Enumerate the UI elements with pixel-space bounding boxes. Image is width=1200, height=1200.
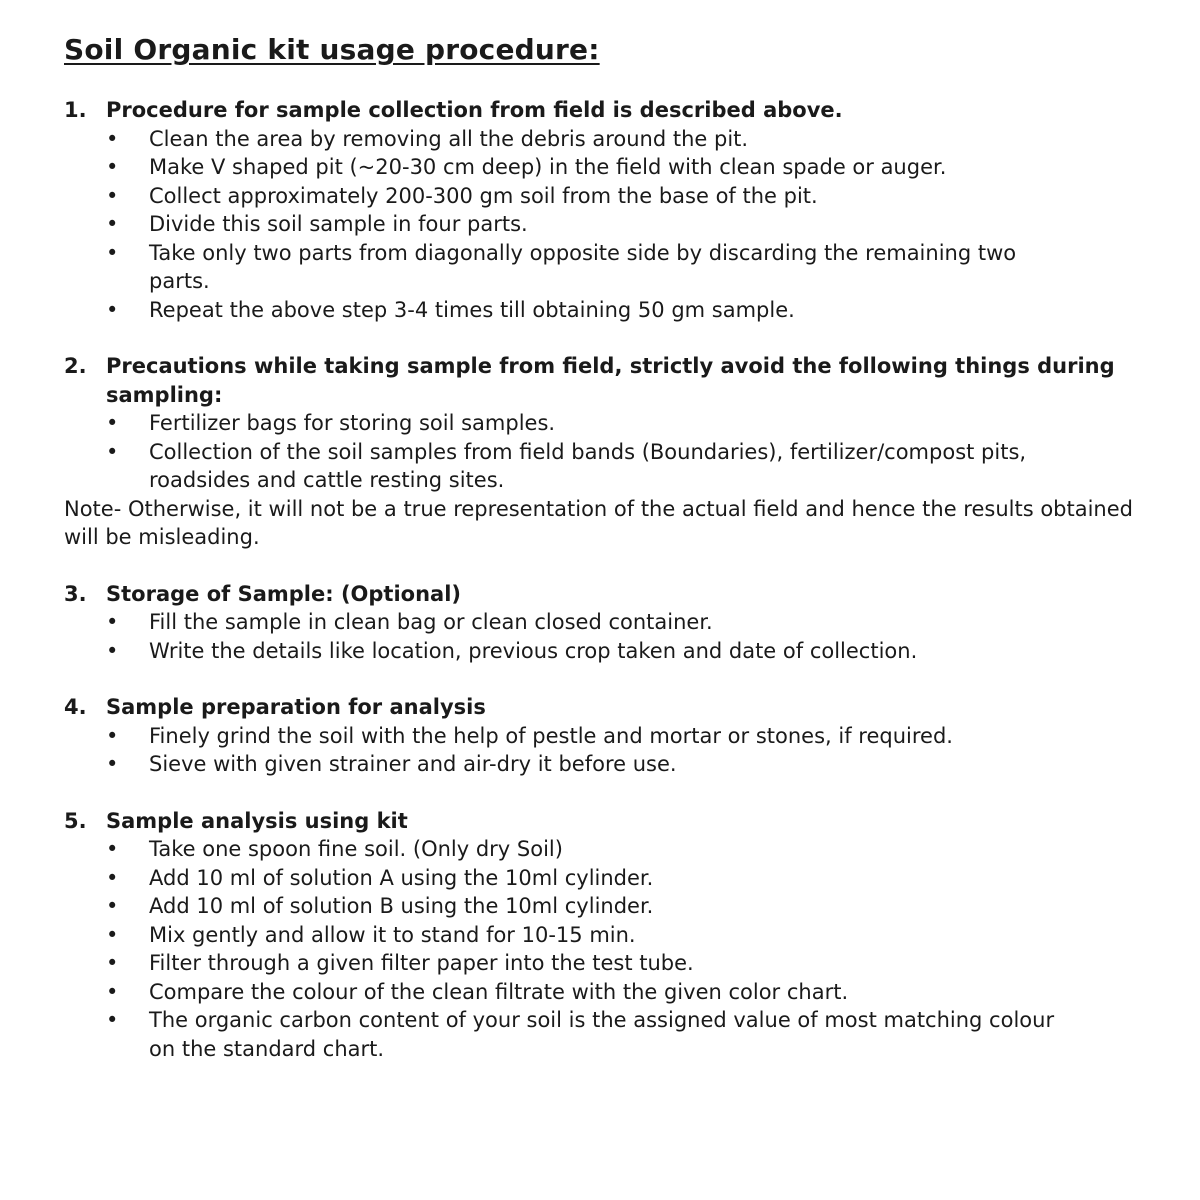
bullet-icon: • [106,126,119,151]
list-item-text: Make V shaped pit (~20-30 cm deep) in the field with clean spade or auger. [149,155,947,179]
list-item-text: Sieve with given strainer and air-dry it before use. [149,752,677,776]
bullet-icon: • [106,439,119,464]
bullet-icon: • [106,979,119,1004]
bullet-icon: • [106,411,119,435]
list-item [106,210,1180,239]
list-item-text: Repeat the above step 3-4 times till obtaining 50 gm sample. [149,297,795,322]
list-item [106,438,1180,495]
section-1 [64,96,1180,324]
section-title: Sample preparation for analysis [106,695,486,719]
bullet-list [64,125,1180,325]
bullet-icon: • [106,638,119,663]
section-title: Procedure for sample collection from field is described above. [106,98,843,122]
list-item-text: Take only two parts from diagonally opposite side by discarding the remaining two parts. [149,240,1017,293]
list-item [106,949,1180,978]
list-item-text: Clean the area by removing all the debris around the pit. [149,126,749,151]
list-item-text: Divide this soil sample in four parts. [149,212,528,236]
section-number: 1. [64,98,87,122]
list-item [106,239,1180,296]
list-item-text: Add 10 ml of solution B using the 10ml cylinder. [149,894,654,918]
bullet-icon: • [106,894,119,918]
list-item-text: Add 10 ml of solution A using the 10ml cylinder. [149,865,654,890]
section-2 [64,352,1180,552]
section-heading [64,352,1180,409]
list-item-text: Filter through a given filter paper into the test tube. [149,951,694,975]
list-item [106,722,1180,751]
document-title: Soil Organic kit usage procedure: [64,33,600,66]
section-number: 4. [64,695,87,719]
bullet-list [64,608,1180,665]
list-item [106,409,1180,438]
bullet-icon: • [106,155,119,179]
list-item [106,153,1180,182]
list-item [106,182,1180,211]
list-item [106,864,1180,893]
bullet-icon: • [106,922,119,947]
list-item [106,1006,1180,1063]
list-item [106,750,1180,779]
section-number: 2. [64,354,87,378]
bullet-icon: • [106,752,119,776]
list-item-text: Collect approximately 200-300 gm soil from the base of the pit. [149,183,818,208]
section-title: Sample analysis using kit [106,808,408,833]
bullet-icon: • [106,212,119,236]
list-item [106,835,1180,864]
list-item-text: Finely grind the soil with the help of pestle and mortar or stones, if required. [149,723,953,748]
bullet-icon: • [106,1008,119,1032]
list-item [106,125,1180,154]
section-heading [64,580,1180,609]
list-item-text: Write the details like location, previous crop taken and date of collection. [149,638,918,663]
list-item-text: Take one spoon fine soil. (Only dry Soil) [149,837,563,861]
list-item-text: Fill the sample in clean bag or clean closed container. [149,610,713,634]
list-item [106,978,1180,1007]
bullet-icon: • [106,183,119,208]
section-heading [64,807,1180,836]
bullet-list [64,409,1180,495]
list-item [106,637,1180,666]
bullet-icon: • [106,723,119,748]
bullet-icon: • [106,240,119,265]
bullet-icon: • [106,865,119,890]
bullet-icon: • [106,837,119,861]
section-title: Storage of Sample: (Optional) [106,581,462,606]
bullet-icon: • [106,297,119,322]
section-heading [64,693,1180,722]
section-5 [64,807,1180,1064]
bullet-list [64,722,1180,779]
list-item-text: The organic carbon content of your soil is the assigned value of most matching colour on the standard chart. [149,1008,1055,1061]
section-number: 5. [64,808,87,833]
list-item-text: Fertilizer bags for storing soil samples. [149,411,556,435]
section-heading [64,96,1180,125]
section-4 [64,693,1180,779]
section-title: Precautions while taking sample from field, strictly avoid the following things during sampling: [106,354,1115,407]
list-item-text: Mix gently and allow it to stand for 10-15 min. [149,922,636,947]
bullet-list [64,835,1180,1063]
list-item [106,608,1180,637]
list-item [106,892,1180,921]
section-note: Note- Otherwise, it will not be a true representation of the actual field and hence the results obtained will be misleading. [64,496,1133,549]
sections-container [64,96,1180,1063]
bullet-icon: • [106,610,119,634]
list-item-text: Collection of the soil samples from field bands (Boundaries), fertilizer/compost pits, roadsides and cattle resting sites. [149,439,1027,492]
list-item-text: Compare the colour of the clean filtrate with the given color chart. [149,979,849,1004]
list-item [106,296,1180,325]
section-number: 3. [64,581,87,606]
list-item [106,921,1180,950]
bullet-icon: • [106,951,119,975]
section-3 [64,580,1180,666]
